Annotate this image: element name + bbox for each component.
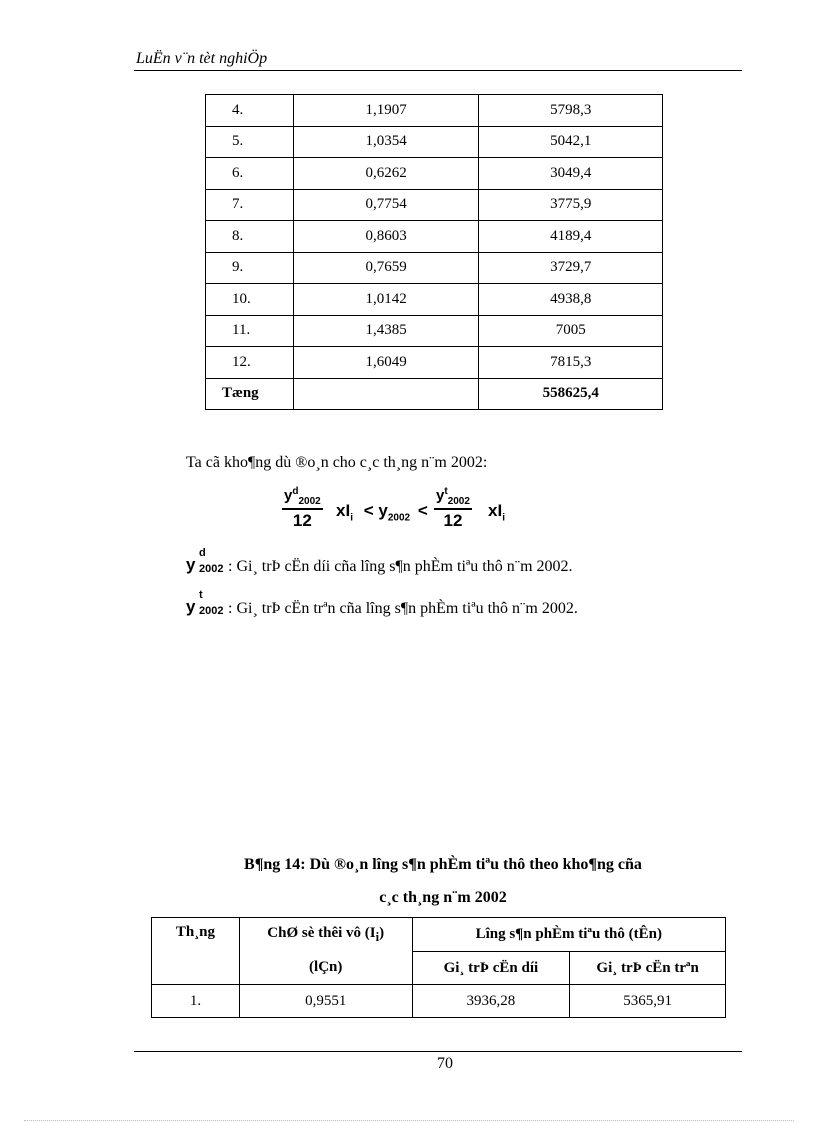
table-row — [206, 189, 663, 221]
index-cell: 1,4385 — [293, 315, 479, 347]
month-cell: 5. — [206, 126, 294, 158]
table-row — [206, 315, 663, 347]
value-cell: 7005 — [479, 315, 663, 347]
header-index: ChØ sè thêi vô $(I_i)$ — [239, 918, 412, 952]
definition-lower-bound: y d 2002 : Gi¸ trÞ cËn díi cña lîng s¶n phÈm tiªu thô n¨m 2002. — [186, 547, 573, 575]
month-cell: 11. — [206, 315, 294, 347]
index-cell: 1,0354 — [293, 126, 479, 158]
index-cell: 1,1907 — [293, 95, 479, 127]
definition-upper-bound: y t 2002 : Gi¸ trÞ cËn trªn cña lîng s¶n phÈm tiªu thô n¨m 2002. — [186, 589, 578, 617]
month-cell: 10. — [206, 284, 294, 316]
value-cell: 4938,8 — [479, 284, 663, 316]
table-row — [206, 347, 663, 379]
index-cell: 1,0142 — [293, 284, 479, 316]
upper-fraction: $\frac{y^t_{2002}}{12}$ — [436, 486, 470, 530]
index-cell: 0,8603 — [293, 221, 479, 253]
value-cell: 3775,9 — [479, 189, 663, 221]
month-cell: 6. — [206, 158, 294, 190]
total-label-cell: Tæng — [206, 378, 294, 410]
table-row — [206, 252, 663, 284]
table-row — [152, 985, 726, 1018]
index-cell: 0,6262 — [293, 158, 479, 190]
page-bottom-dotted-line — [24, 1120, 794, 1121]
value-cell: 4189,4 — [479, 221, 663, 253]
index-cell: 0,7659 — [293, 252, 479, 284]
header-month: Th¸ng — [152, 918, 240, 985]
month-cell: 9. — [206, 252, 294, 284]
table-row — [206, 126, 663, 158]
upper-cell: 5365,91 — [570, 985, 726, 1018]
seasonal-index-table — [205, 94, 663, 410]
value-cell: 5798,3 — [479, 95, 663, 127]
formula-middle: $xI_i < y_{2002}$ < — [336, 501, 428, 524]
index-cell: 0,9551 — [239, 985, 412, 1018]
table-row — [206, 95, 663, 127]
table-caption-line1: B¶ng 14: Dù ®o¸n lîng s¶n phÈm tiªu thô theo kho¶ng cña — [244, 856, 642, 873]
value-cell: 7815,3 — [479, 347, 663, 379]
value-cell: 3049,4 — [479, 158, 663, 190]
table-row — [206, 221, 663, 253]
forecast-table — [151, 917, 726, 1018]
month-cell: 7. — [206, 189, 294, 221]
table-row — [206, 284, 663, 316]
formula-tail: $xI_i$ — [488, 501, 505, 524]
index-cell: 0,7754 — [293, 189, 479, 221]
total-row — [206, 378, 663, 410]
header-upper: Gi¸ trÞ cËn trªn — [570, 952, 726, 985]
total-value-cell: 558625,4 — [479, 378, 663, 410]
value-cell: 3729,7 — [479, 252, 663, 284]
value-cell: 5042,1 — [479, 126, 663, 158]
index-cell: 1,6049 — [293, 347, 479, 379]
running-header: LuËn v¨n tèt nghiÖp — [136, 50, 268, 67]
month-cell: 8. — [206, 221, 294, 253]
header-lower: Gi¸ trÞ cËn díi — [412, 952, 570, 985]
table-row — [206, 158, 663, 190]
y-upper-symbol: y t 2002 — [186, 589, 224, 617]
header-index-unit: (lÇn) — [239, 952, 412, 985]
header-volume: Lîng s¶n phÈm tiªu thô (tÊn) — [412, 918, 725, 952]
footer-rule — [134, 1051, 742, 1052]
forecast-intro-paragraph: Ta cã kho¶ng dù ®o¸n cho c¸c th¸ng n¨m 2002: — [186, 454, 488, 471]
y-lower-symbol: y d 2002 — [186, 547, 224, 575]
table-caption-line2: c¸c th¸ng n¨m 2002 — [379, 889, 507, 906]
lower-cell: 3936,28 — [412, 985, 570, 1018]
page-number: 70 — [437, 1055, 453, 1072]
month-cell: 12. — [206, 347, 294, 379]
total-index-cell — [293, 378, 479, 410]
lower-fraction: $\frac{y^d_{2002}}{12}$ — [284, 486, 321, 530]
month-cell: 4. — [206, 95, 294, 127]
header-rule — [134, 70, 742, 71]
month-cell: 1. — [152, 985, 240, 1018]
